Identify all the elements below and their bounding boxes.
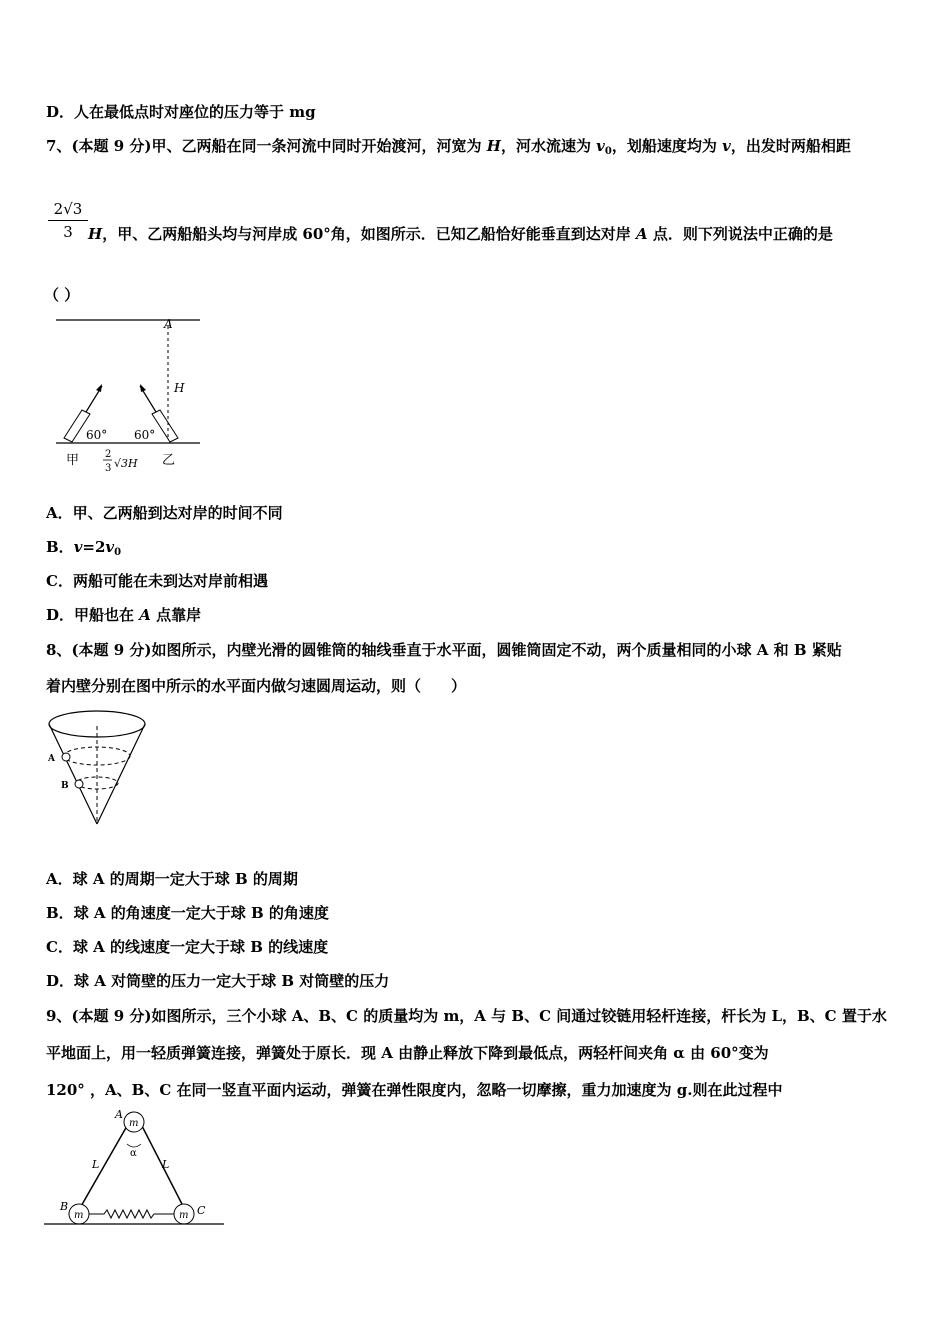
- option-label: C．: [46, 572, 73, 590]
- question-number: 9、: [46, 1007, 72, 1025]
- stem-text: 甲、乙两船在同一条河流中同时开始渡河，河宽为: [151, 137, 487, 155]
- option-text: 球 A 对筒壁的压力一定大于球 B 对筒壁的压力: [74, 972, 390, 990]
- q8-option-c: [46, 937, 328, 957]
- dist-rest: √3H: [114, 457, 138, 470]
- angle-left: 60°: [86, 428, 108, 442]
- q8-cone-figure: [44, 706, 154, 831]
- q8-stem-line1: [46, 640, 842, 660]
- q7-option-d: [46, 605, 201, 625]
- ball-A: [62, 753, 70, 761]
- question-score: (本题 9 分): [71, 1007, 152, 1025]
- label-H: H: [174, 381, 185, 395]
- option-text: 点靠岸: [150, 606, 202, 624]
- symbol-v0: v: [105, 538, 115, 556]
- question-number: 8、: [46, 641, 72, 659]
- q7-stem-line1: [46, 136, 851, 162]
- q8-stem-line2: 着内壁分别在图中所示的水平面内做匀速圆周运动，则（ ）: [46, 677, 467, 695]
- option-label: D．: [46, 103, 75, 121]
- spring: [89, 1210, 174, 1218]
- stem-text: ，河水流速为: [500, 137, 597, 155]
- q9-stem-line1: [46, 1006, 887, 1026]
- q8-option-a: [46, 869, 298, 889]
- subscript: 0: [114, 547, 122, 558]
- symbol-A: A: [139, 606, 151, 624]
- option-label: A．: [46, 504, 73, 522]
- ball-B: [75, 780, 83, 788]
- symbol-H: H: [486, 137, 501, 155]
- stem-text: ，划船速度均为: [611, 137, 723, 155]
- cone-right-wall: [97, 724, 145, 824]
- q7-fraction: [48, 200, 88, 241]
- label-B: B: [60, 1200, 69, 1213]
- option-text: 人在最低点时对座位的压力等于 mg: [74, 103, 316, 121]
- mass-C: m: [179, 1210, 189, 1221]
- q7-stem-line2: [88, 224, 833, 244]
- boat-yi: [152, 410, 178, 442]
- symbol-A: A: [636, 225, 648, 243]
- angle-arc: [127, 1144, 141, 1147]
- mass-A: m: [129, 1118, 139, 1129]
- stem-text: 点．则下列说法中正确的是: [647, 225, 833, 243]
- question-score: (本题 9 分): [71, 137, 152, 155]
- q9-stem-line3: 120° ，A、B、C 在同一竖直平面内运动，弹簧在弹性限度内，忽略一切摩擦，重力加速度为 g.则在此过程中: [46, 1081, 783, 1099]
- subscript: 0: [604, 146, 612, 157]
- q7-river-figure: [50, 314, 210, 484]
- label-yi: 乙: [162, 453, 176, 468]
- option-label: C．: [46, 938, 73, 956]
- option-text: =2: [82, 538, 106, 556]
- q7-bracket: （ ）: [44, 286, 80, 304]
- symbol-H: H: [88, 225, 103, 243]
- label-jia: 甲: [66, 453, 80, 468]
- q7-option-b: [46, 537, 121, 563]
- option-label: B．: [46, 904, 74, 922]
- stem-text: ，出发时两船相距: [730, 137, 851, 155]
- fraction-numerator: 2√3: [48, 200, 88, 221]
- dist-num: 2: [105, 449, 112, 460]
- option-text: 甲、乙两船到达对岸的时间不同: [72, 504, 283, 522]
- question-number: 7、: [46, 137, 72, 155]
- fraction-denominator: 3: [63, 223, 73, 241]
- option-text: 球 A 的周期一定大于球 B 的周期: [72, 870, 298, 888]
- mass-B: m: [74, 1210, 84, 1221]
- option-text: 球 A 的线速度一定大于球 B 的线速度: [72, 938, 329, 956]
- option-text: 甲船也在: [74, 606, 140, 624]
- symbol-v: v: [722, 137, 731, 155]
- symbol-v0: v: [596, 137, 605, 155]
- stem-text: ，甲、乙两船船头均与河岸成 60°角，如图所示．已知乙船恰好能垂直到达对岸: [102, 225, 637, 243]
- stem-text: 如图所示，三个小球 A、B、C 的质量均为 m，A 与 B、C 间通过铰链用轻杆连接，杆长为 L，B、C 置于水: [151, 1007, 887, 1025]
- option-label: A．: [46, 870, 73, 888]
- q8-option-d: [46, 971, 389, 991]
- option-text: 球 A 的角速度一定大于球 B 的角速度: [73, 904, 329, 922]
- stem-text: 如图所示，内壁光滑的圆锥筒的轴线垂直于水平面，圆锥筒固定不动，两个质量相同的小球 A 和 B 紧贴: [151, 641, 842, 659]
- option-label: B．: [46, 538, 74, 556]
- label-C: C: [197, 1204, 206, 1217]
- label-B: B: [61, 781, 69, 791]
- rod-AB: [80, 1126, 127, 1208]
- rod-length-left: L: [92, 1158, 100, 1171]
- option-label: D．: [46, 972, 75, 990]
- q8-option-b: [46, 903, 329, 923]
- q7-option-a: [46, 503, 283, 523]
- q9-rod-spring-figure: [42, 1106, 232, 1226]
- arrowhead-jia: [96, 384, 102, 392]
- q6-option-d: [46, 102, 316, 122]
- q7-option-c: [46, 571, 268, 591]
- rod-length-right: L: [162, 1158, 170, 1171]
- cone-left-wall: [49, 724, 97, 824]
- option-label: D．: [46, 606, 75, 624]
- symbol-v: v: [73, 538, 83, 556]
- label-A: A: [115, 1108, 123, 1121]
- question-score: (本题 9 分): [71, 641, 152, 659]
- arrowhead-yi: [140, 384, 146, 392]
- dist-den: 3: [105, 463, 112, 474]
- label-A: A: [164, 317, 173, 331]
- angle-right: 60°: [134, 428, 156, 442]
- angle-alpha: α: [130, 1148, 137, 1159]
- option-text: 两船可能在未到达对岸前相遇: [72, 572, 268, 590]
- label-A: A: [48, 754, 55, 764]
- q9-stem-line2: 平地面上，用一轻质弹簧连接，弹簧处于原长．现 A 由静止释放下降到最低点，两轻杆间夹角 α 由 60°变为: [46, 1044, 769, 1062]
